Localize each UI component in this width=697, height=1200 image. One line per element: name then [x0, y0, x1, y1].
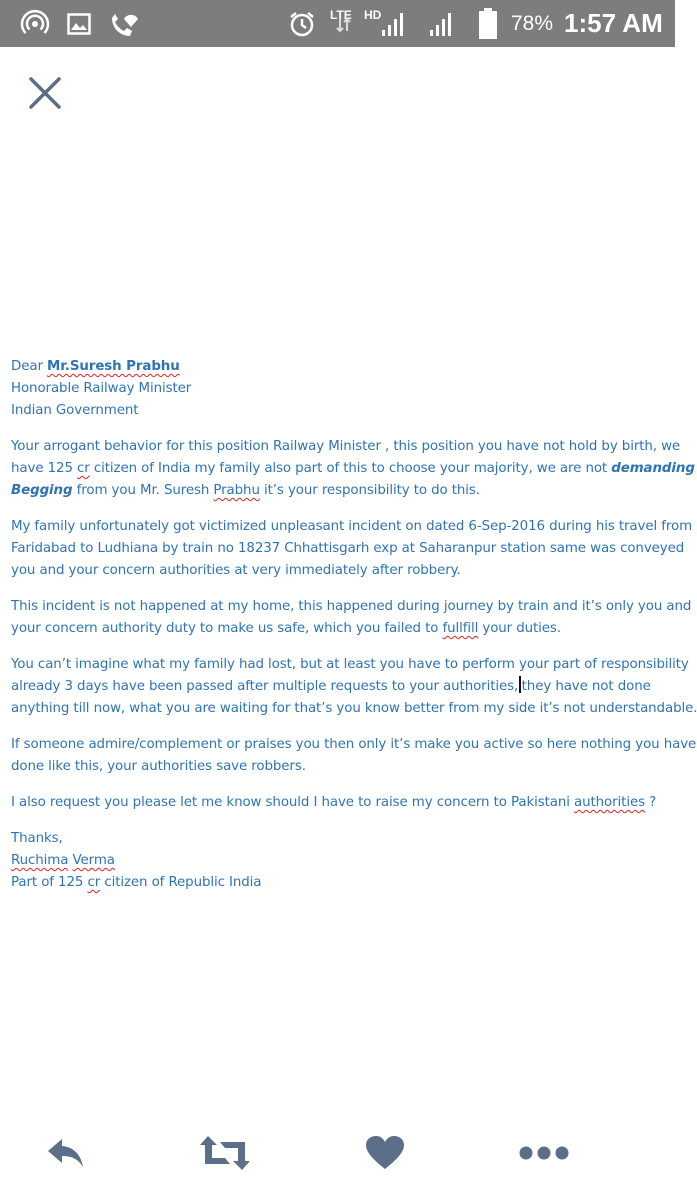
signal-icon-2: [428, 0, 454, 47]
close-icon: [28, 76, 62, 110]
phone-wifi-icon: [106, 0, 142, 47]
status-bar: [0, 0, 675, 47]
like-icon: [365, 1135, 405, 1171]
image-icon: [64, 0, 94, 47]
paragraph-2: [11, 516, 693, 582]
signature-block: [11, 828, 671, 894]
hd-label: HD: [364, 8, 382, 22]
recipient-block: [11, 356, 671, 422]
p4-line-3: anything till now, what you are waiting for that’s you know better from my side it’s not understandable.: [11, 701, 697, 716]
battery-icon: [476, 0, 500, 47]
recipient-name: Mr.Suresh Prabhu: [47, 359, 180, 374]
paragraph-4: [11, 654, 697, 720]
salutation-prefix: Dear: [11, 359, 48, 374]
data-arrows-icon: [334, 10, 354, 40]
text-caret: [519, 676, 521, 693]
p5-line-1: If someone admire/complement or praises you then only it’s make you active so here nothing you have: [11, 737, 697, 752]
recipient-title: Honorable Railway Minister: [11, 381, 192, 396]
p1-line-3: Begging from you Mr. Suresh Prabhu it’s your responsibility to do this.: [11, 483, 480, 498]
signer-name: Ruchima Verma: [11, 853, 115, 868]
recipient-org: Indian Government: [11, 403, 139, 418]
paragraph-6: [11, 792, 671, 814]
letter-body: [11, 356, 697, 908]
salutation: [11, 356, 671, 378]
like-button[interactable]: [355, 1128, 415, 1178]
p2-line-3: you and your concern authorities at very immediately after robbery.: [11, 563, 461, 578]
retweet-button[interactable]: [195, 1128, 255, 1178]
p3-line-1: This incident is not happened at my home, this happened during journey by train and it’s only you and: [11, 599, 692, 614]
action-bar: [0, 1120, 675, 1190]
retweet-icon: [198, 1134, 252, 1172]
p4-line-1: You can’t imagine what my family had lost, but at least you have to perform your part of responsibility: [11, 657, 689, 672]
reply-button[interactable]: [36, 1128, 96, 1178]
closing: Thanks,: [11, 831, 63, 846]
reply-icon: [44, 1136, 88, 1170]
paragraph-1: [11, 436, 695, 502]
battery-percent: 78%: [511, 12, 554, 35]
p1-line-1: Your arrogant behavior for this position Railway Minister , this position you have not hold by birth, we: [11, 439, 681, 454]
more-button[interactable]: [514, 1128, 574, 1178]
signal-icon: [380, 0, 406, 47]
lte-label: LTE: [330, 8, 352, 22]
p3-line-2: your concern authority duty to make us safe, which you failed to fullfill your duties.: [11, 621, 561, 636]
signer-line: Part of 125 cr citizen of Republic India: [11, 875, 262, 890]
paragraph-3: [11, 596, 692, 640]
p6-line-1: I also request you please let me know should I have to raise my concern to Pakistani authorities ?: [11, 795, 657, 810]
paragraph-5: [11, 734, 697, 778]
alarm-icon: [286, 0, 318, 47]
more-icon: [518, 1144, 570, 1162]
p1-line-2: have 125 cr citizen of India my family also part of this to choose your majority, we are not demanding: [11, 461, 695, 476]
clock: 1:57 AM: [564, 8, 663, 38]
p2-line-2: Faridabad to Ludhiana by train no 18237 Chhattisgarh exp at Saharanpur station same was conveyed: [11, 541, 685, 556]
p4-line-2: already 3 days have been passed after multiple requests to your authorities, they have not done: [11, 676, 671, 698]
p5-line-2: done like this, your authorities save robbers.: [11, 759, 306, 774]
p2-line-1: My family unfortunately got victimized unpleasant incident on dated 6-Sep-2016 during his travel from: [11, 519, 693, 534]
close-button[interactable]: [24, 72, 66, 114]
hotspot-icon: [18, 0, 52, 47]
